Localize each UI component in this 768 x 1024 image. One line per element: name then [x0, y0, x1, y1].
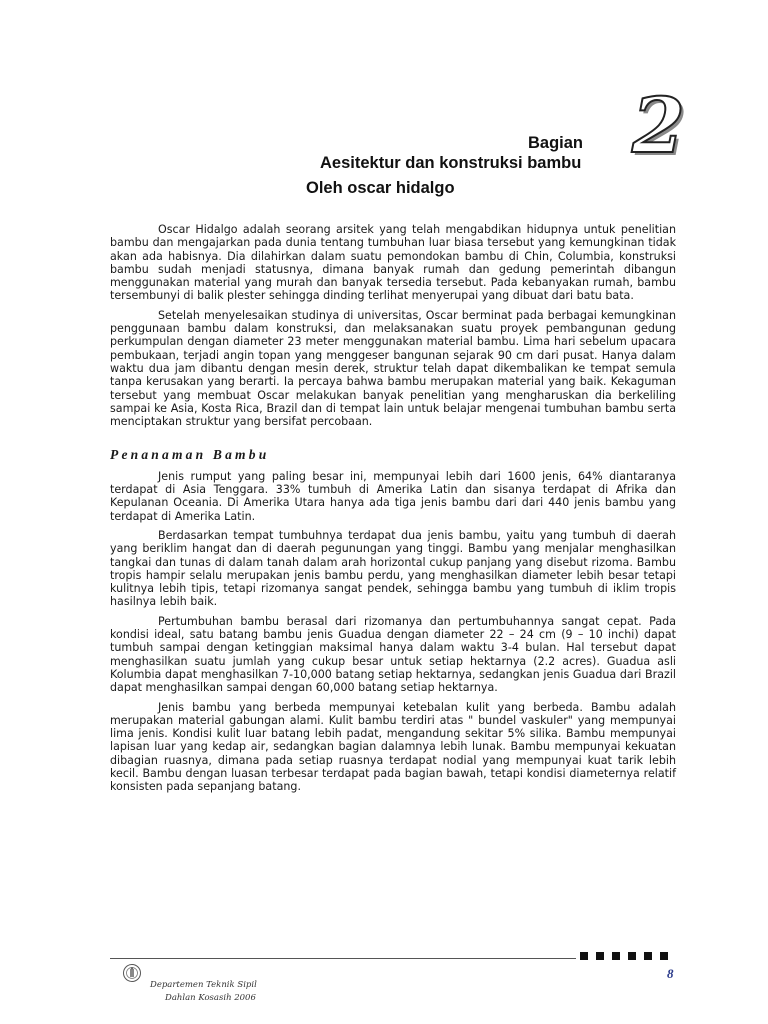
square-decoration [596, 952, 604, 960]
footer-author-year: Dahlan Kosasih 2006 [165, 993, 256, 1003]
square-decoration [628, 952, 636, 960]
square-decoration [644, 952, 652, 960]
university-seal-icon [122, 963, 142, 983]
document-body [110, 223, 676, 800]
section-heading: Penanaman Bambu [110, 447, 270, 463]
footer-squares [580, 952, 668, 960]
footer-divider [110, 958, 576, 959]
chapter-author: Oleh oscar hidalgo [306, 179, 455, 197]
section-label: Bagian [528, 134, 584, 152]
paragraph: Jenis bambu yang berbeda mempunyai ketebalan kulit yang berbeda. Bambu adalah merupakan material gabungan alami. Kulit bambu terdiri atas " bundel vaskuler" yang mempunyai lima jenis. Kondisi kulit luar batang lebih padat, mengandung sekitar 5% silika. Bambu mempunyai lapisan luar yang kedap air, sedangkan bagian dalamnya lebih lunak. Bambu mempunyai kekuatan dibagian ruasnya, dimana pada setiap ruasnya terdapat nodial yang mempunyai kuat tarik lebih kecil. Bambu dengan luasan terbesar terdapat pada bagian bawah, tetapi kondisi diameternya relatif konsisten pada sepanjang batang. [110, 700, 676, 794]
page-number: 8 [667, 966, 674, 981]
square-decoration [580, 952, 588, 960]
square-decoration [660, 952, 668, 960]
footer-department: Departemen Teknik Sipil [150, 980, 257, 990]
chapter-number: 2 [632, 81, 683, 170]
paragraph: Setelah menyelesaikan studinya di universitas, Oscar berminat pada berbagai kemungkinan penggunaan bambu dalam konstruksi, dan melaksanakan suatu proyek pembangunan gedung perkumpulan dengan diameter 23 meter menggunakan material bambu. Lima hari sebelum upacara pembukaan, terjadi angin topan yang menggeser bangunan sejarak 90 cm dari pusat. Hanya dalam waktu dua jam dibantu dengan mesin derek, struktur telah dapat dikembalikan ke tempat semula tanpa kerusakan yang berarti. Ia percaya bahwa bambu merupakan material yang baik. Kekaguman tersebut yang membuat Oscar melakukan banyak penelitian yang mengharuskan dia berkeliling sampai ke Asia, Kosta Rica, Brazil dan di tempat lain untuk belajar mengenai tumbuhan bambu serta menciptakan struktur yang bersifat percobaan. [110, 308, 676, 429]
paragraph: Pertumbuhan bambu berasal dari rizomanya dan pertumbuhannya sangat cepat. Pada kondisi ideal, satu batang bambu jenis Guadua dengan diameter 22 – 24 cm (9 – 10 inchi) dapat tumbuh sampai dengan ketinggian maksimal hanya dalam waktu 3-4 bulan. Hal tersebut dapat menghasilkan suatu jumlah yang cukup besar untuk setiap hektarnya (2.2 acres). Guadua asli Kolumbia dapat menghasilkan 7-10,000 batang setiap hektarnya, sedangkan jenis Guadua dari Brazil dapat menghasilkan sampai dengan 60,000 batang setiap hektarnya. [110, 614, 676, 695]
paragraph: Oscar Hidalgo adalah seorang arsitek yang telah mengabdikan hidupnya untuk penelitian bambu dan mengajarkan pada dunia tentang tumbuhan luar biasa tersebut yang kemungkinan tidak akan ada habisnya. Dia dilahirkan dalam suatu pemondokan bambu di Chin, Columbia, konstruksi bambu sudah menjadi statusnya, dimana banyak rumah dan gedung pemerintah dibangun menggunakan material yang murah dan banyak tersedia tersebut. Pada kebanyakan rumah, bambu tersembunyi di balik plester sehingga dinding terlihat menyerupai yang dibuat dari batu bata. [110, 223, 676, 303]
square-decoration [612, 952, 620, 960]
paragraph: Jenis rumput yang paling besar ini, mempunyai lebih dari 1600 jenis, 64% diantaranya terdapat di Asia Tenggara. 33% tumbuh di Amerika Latin dan sisanya terdapat di Afrika dan Kepulanan Oceania. Di Amerika Utara hanya ada tiga jenis bambu dari dari 440 jenis bambu yang terdapat di Amerika Latin. [110, 469, 676, 523]
paragraph: Berdasarkan tempat tumbuhnya terdapat dua jenis bambu, yaitu yang tumbuh di daerah yang beriklim hangat dan di daerah pegunungan yang tinggi. Bambu yang menjalar menghasilkan tangkai dan tunas di dalam tanah dalam arah horizontal cukup panjang yang disebut rizoma. Bambu tropis hampir selalu merupakan jenis bambu perdu, yang menghasilkan diameter lebih besar tetapi kulitnya lebih tipis, tetapi rizomanya sangat pendek, sehingga bambu yang tumbuh di iklim tropis hasilnya lebih baik. [110, 528, 676, 609]
chapter-title: Aesitektur dan konstruksi bambu [320, 154, 582, 172]
